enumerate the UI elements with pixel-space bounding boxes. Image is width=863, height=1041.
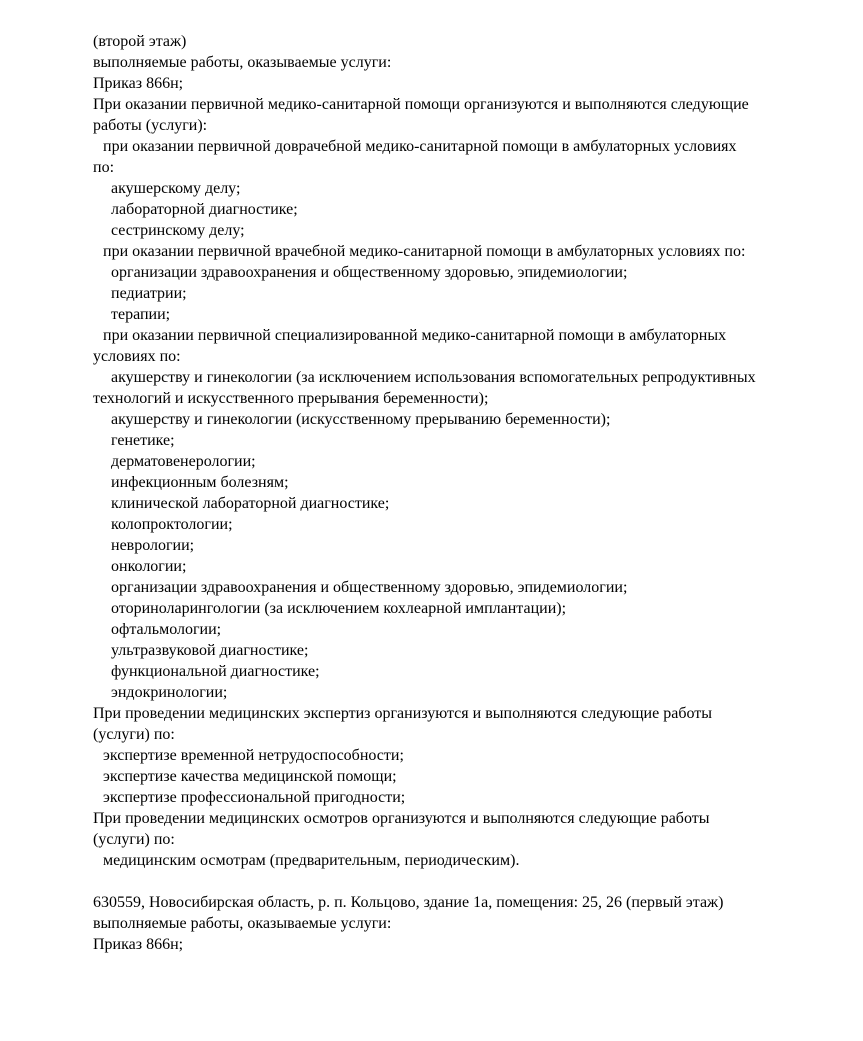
specialized-care-intro-cont: условиях по:: [93, 348, 181, 365]
primary-care-intro: При оказании первичной медико-санитарной помощи организуются и выполняются следующие: [93, 96, 749, 113]
list-item: сестринскому делу;: [111, 222, 245, 239]
list-item: дерматовенерологии;: [111, 453, 256, 470]
list-item: терапии;: [111, 306, 171, 323]
specialized-care-intro: при оказании первичной специализированной медико-санитарной помощи в амбулаторных: [103, 327, 727, 344]
list-item: медицинским осмотрам (предварительным, периодическим).: [103, 852, 520, 869]
list-item: оториноларингологии (за исключением кохлеарной имплантации);: [111, 600, 567, 617]
list-item: эндокринологии;: [111, 684, 228, 701]
works-heading: выполняемые работы, оказываемые услуги:: [93, 54, 392, 71]
address: 630559, Новосибирская область, р. п. Кольцово, здание 1а, помещения: 25, 26 (первый этаж): [93, 894, 724, 911]
list-item: акушерству и гинекологии (искусственному прерыванию беременности);: [111, 411, 611, 428]
list-item: клинической лабораторной диагностике;: [111, 495, 390, 512]
prehospital-intro: при оказании первичной доврачебной медико-санитарной помощи в амбулаторных условиях: [103, 138, 737, 155]
floor-note: (второй этаж): [93, 33, 187, 50]
list-item-cont: технологий и искусственного прерывания беременности);: [93, 390, 489, 407]
list-item: генетике;: [111, 432, 175, 449]
primary-care-intro-cont: работы (услуги):: [93, 117, 208, 134]
document-page: [93, 31, 833, 955]
order-reference: Приказ 866н;: [93, 936, 184, 953]
list-item: офтальмологии;: [111, 621, 222, 638]
expertise-intro: При проведении медицинских экспертиз организуются и выполняются следующие работы: [93, 705, 712, 722]
spacer: [93, 871, 833, 892]
expertise-intro-cont: (услуги) по:: [93, 726, 175, 743]
list-item: колопроктологии;: [111, 516, 233, 533]
list-item: организации здравоохранения и общественному здоровью, эпидемиологии;: [111, 579, 628, 596]
order-reference: Приказ 866н;: [93, 75, 184, 92]
doctor-care-intro: при оказании первичной врачебной медико-санитарной помощи в амбулаторных условиях по:: [103, 243, 746, 260]
works-heading: выполняемые работы, оказываемые услуги:: [93, 915, 392, 932]
list-item: акушерскому делу;: [111, 180, 241, 197]
exams-intro-cont: (услуги) по:: [93, 831, 175, 848]
list-item: организации здравоохранения и общественному здоровью, эпидемиологии;: [111, 264, 628, 281]
list-item: экспертизе временной нетрудоспособности;: [103, 747, 404, 764]
list-item: онкологии;: [111, 558, 187, 575]
list-item: экспертизе качества медицинской помощи;: [103, 768, 397, 785]
list-item: неврологии;: [111, 537, 195, 554]
list-item: акушерству и гинекологии (за исключением использования вспомогательных репродуктивных: [111, 369, 756, 386]
list-item: ультразвуковой диагностике;: [111, 642, 309, 659]
prehospital-intro-cont: по:: [93, 159, 115, 176]
list-item: педиатрии;: [111, 285, 187, 302]
list-item: экспертизе профессиональной пригодности;: [103, 789, 406, 806]
list-item: функциональной диагностике;: [111, 663, 320, 680]
list-item: инфекционным болезням;: [111, 474, 289, 491]
list-item: лабораторной диагностике;: [111, 201, 298, 218]
exams-intro: При проведении медицинских осмотров организуются и выполняются следующие работы: [93, 810, 710, 827]
